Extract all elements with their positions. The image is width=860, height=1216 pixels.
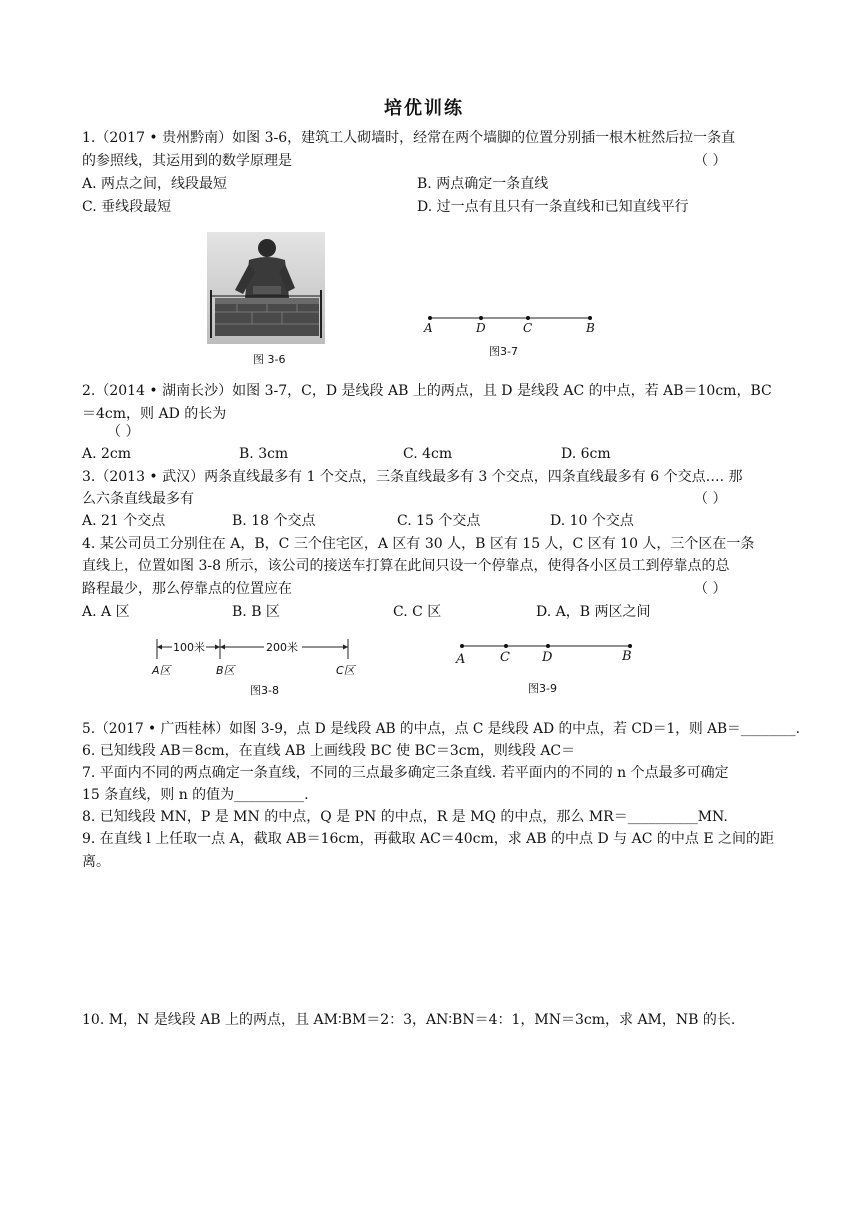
page-title: 培优训练	[384, 98, 464, 119]
figure-3-7-caption: 图3-7	[489, 345, 518, 358]
q2-option-d: D. 6cm	[561, 446, 611, 462]
fig39-label-a: A	[456, 652, 466, 667]
q2-option-a: A. 2cm	[82, 446, 132, 462]
figure-3-7	[420, 306, 600, 338]
q1-answer-paren: （ ）	[694, 153, 727, 169]
q1-option-b: B. 两点确定一条直线	[417, 176, 549, 192]
fig39-label-b: B	[622, 649, 632, 664]
q1-option-c: C. 垂线段最短	[82, 199, 172, 215]
fig38-label-a: A区	[152, 664, 171, 677]
q3-option-d: D. 10 个交点	[550, 513, 634, 529]
q3-answer-paren: （ ）	[694, 491, 727, 507]
fig37-label-a: A	[424, 321, 433, 335]
fig38-distance-2: 200米	[266, 641, 298, 654]
q3-option-c: C. 15 个交点	[397, 513, 481, 529]
fig37-label-b: B	[586, 321, 595, 335]
q9-text-line2: 离。	[82, 854, 110, 870]
q2-answer-paren: （ ）	[107, 424, 140, 440]
q6-text: 6. 已知线段 AB＝8cm，在直线 AB 上画线段 BC 使 BC＝3cm，则线段 AC＝	[82, 743, 576, 759]
q4-option-b: B. B 区	[232, 604, 280, 620]
figure-3-6-caption: 图 3-6	[253, 353, 286, 366]
q1-text-line2: 的参照线，其运用到的数学原理是	[82, 153, 292, 169]
q4-text-line1: 4. 某公司员工分别住在 A，B，C 三个住宅区，A 区有 30 人，B 区有 15 人，C 区有 10 人，三个区在一条	[82, 536, 755, 552]
q2-text-line1: 2.（2014 • 湖南长沙）如图 3-7，C，D 是线段 AB 上的两点，且 D 是线段 AC 的中点，若 AB＝10cm，BC	[82, 383, 772, 399]
q3-option-b: B. 18 个交点	[232, 513, 316, 529]
q2-option-b: B. 3cm	[239, 446, 289, 462]
figure-3-9-caption: 图3-9	[528, 682, 557, 695]
q2-text-line2: ＝4cm，则 AD 的长为	[82, 406, 227, 422]
fig37-label-d: D	[476, 321, 486, 335]
q4-text-line3: 路程最少，那么停靠点的位置应在	[82, 581, 292, 597]
fig39-label-d: D	[542, 650, 553, 665]
figure-3-6-photo	[207, 232, 325, 344]
q7-text-line1: 7. 平面内不同的两点确定一条直线，不同的三点最多确定三条直线. 若平面内的不同的 n 个点最多可确定	[82, 765, 729, 781]
q7-text-line2: 15 条直线，则 n 的值为__________.	[82, 787, 309, 803]
q4-option-d: D. A，B 两区之间	[536, 604, 651, 620]
q5-text: 5.（2017 • 广西桂林）如图 3-9，点 D 是线段 AB 的中点，点 C 是线段 AD 的中点，若 CD＝1，则 AB＝________.	[82, 721, 800, 737]
q3-option-a: A. 21 个交点	[82, 513, 166, 529]
q1-option-a: A. 两点之间，线段最短	[82, 176, 228, 192]
q9-text-line1: 9. 在直线 l 上任取一点 A，截取 AB＝16cm，再截取 AC＝40cm，求 AB 的中点 D 与 AC 的中点 E 之间的距	[82, 831, 774, 847]
fig38-label-b: B区	[216, 664, 235, 677]
q4-answer-paren: （ ）	[694, 581, 727, 597]
q8-text: 8. 已知线段 MN，P 是 MN 的中点，Q 是 PN 的中点，R 是 MQ 的中点，那么 MR＝__________MN.	[82, 809, 728, 825]
q2-option-c: C. 4cm	[403, 446, 453, 462]
fig37-label-c: C	[523, 321, 533, 335]
fig39-label-c: C	[500, 650, 510, 665]
fig38-label-c: C区	[336, 664, 355, 677]
q4-option-a: A. A 区	[82, 604, 130, 620]
q3-text-line2: 么六条直线最多有	[82, 491, 194, 507]
fig38-distance-1: 100米	[173, 641, 205, 654]
q10-text: 10. M，N 是线段 AB 上的两点，且 AM∶BM＝2：3，AN∶BN＝4：1，MN＝3cm，求 AM，NB 的长.	[82, 1012, 736, 1028]
q1-text-line1: 1.（2017 • 贵州黔南）如图 3-6，建筑工人砌墙时，经常在两个墙脚的位置分别插一根木桩然后拉一条直	[82, 130, 736, 146]
q4-option-c: C. C 区	[393, 604, 442, 620]
q4-text-line2: 直线上，位置如图 3-8 所示，该公司的接送车打算在此间只设一个停靠点，使得各小区员工到停靠点的总	[82, 558, 730, 574]
q3-text-line1: 3.（2013 • 武汉）两条直线最多有 1 个交点，三条直线最多有 3 个交点，四条直线最多有 6 个交点…. 那	[82, 469, 743, 485]
q1-option-d: D. 过一点有且只有一条直线和已知直线平行	[417, 199, 689, 215]
figure-3-8-caption: 图3-8	[250, 684, 279, 697]
